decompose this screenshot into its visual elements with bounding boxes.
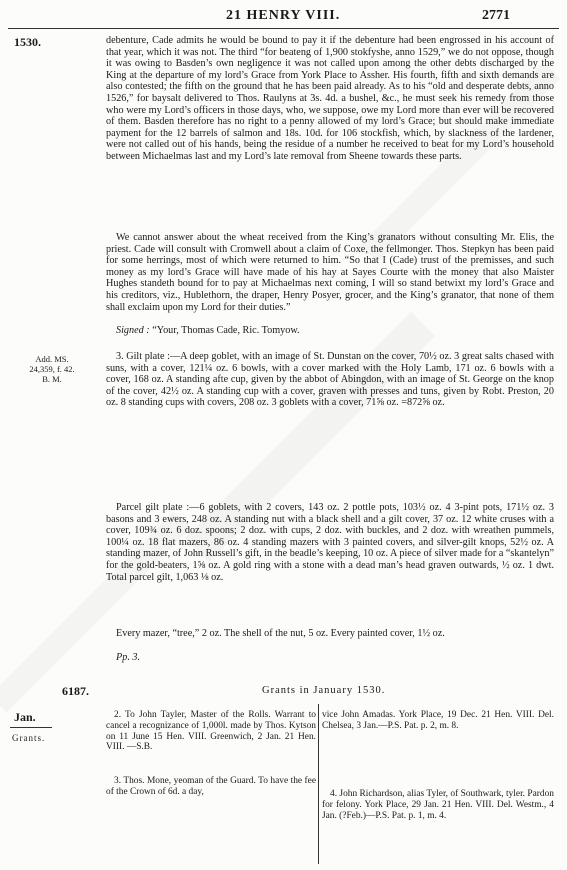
grant-entry-3: 3. Thos. Mone, yeoman of the Guard. To have the fee of the Crown of 6d. a day, xyxy=(106,776,316,797)
page-count: Pp. 3. xyxy=(116,652,141,663)
source-reference xyxy=(28,354,76,384)
margin-month: Jan. xyxy=(14,710,36,724)
paragraph-debenture: debenture, Cade admits he would be bound to pay it if the debenture had been engrossed in his account of that year, which it was not. The third “for beateng of 1,900 stokfyshe, anno 1529,” we do not oppose, though it was owing to Basden’s own negligence it was not called upon among the other debts discharged by the King at the departure of my lord’s Grace from York Place to Assher. His fourth, fifth and sixth demands are also contested; the fifth on the ground that he has been paid already. As to his “old and desperate debts, anno 1526,” for baysalt delivered to Thos. Raulyns at 3s. 4d. a bushel, &c., he must seek his remedy from those who were my Lord’s officers in those days, who, we suppose, owe my Lord more than ever will be recovered of them. Basden therefore has no right to a penny allowed of my lord’s Grace; but should make immediate payment for the 12 barrels of salmon and 18s. 10d. for 106 stockfish, which, by slackness of the lardener, were not called out of his hands, being the residue of a number he received to beat for my Lord’s household between Michaelmas last and my Lord’s late removal from Sheene towards these parts. xyxy=(106,35,554,162)
running-header-title: 21 HENRY VIII. xyxy=(226,8,341,23)
signed-label: Signed : xyxy=(116,325,150,336)
signature-line xyxy=(116,325,300,336)
margin-category: Grants. xyxy=(12,733,46,743)
source-line: Add. MS. xyxy=(35,354,69,364)
grant-entry-4: 4. John Richardson, alias Tyler, of Southwark, tyler. Pardon for felony. York Place, 29 Jan. 21 Hen. VIII. Del. Westm., 4 Jan. (?Feb.)—P.S. Pat. p. 1, m. 4. xyxy=(322,789,554,821)
margin-year: 1530. xyxy=(14,35,41,49)
paragraph-gilt-plate: 3. Gilt plate :—A deep goblet, with an image of St. Dunstan on the cover, 70½ oz. 3 great salts chased with suns, with a cover, 121¼ oz. 6 bowls, with a cover marked with the Holy Lamb, 171 oz. 6 bowls with a cover, 168 oz. A standing afte cup, given by the abbot of Abingdon, with an image of St. George on the knop of the cover, 42½ oz. A standing cup with a cover, graven with presses and tuns, given by Robt. Preston, 20 oz. 8 standing cups with covers, 208 oz. 3 goblets with a cover, 71⅝ oz. =872⅝ oz. xyxy=(106,351,554,409)
paragraph-wheat: We cannot answer about the wheat received from the King’s granators without consulting Mr. Elis, the priest. Cade will consult with Cromwell about a claim of Coxe, the fellmonger. Thos. Stepkyn has been paid for some herrings, most of which were returned to him. “So that I (Cade) trust of the premisses, and such money as my lord’s Grace will have made of his hay at Sayes Courte with the money that also Maister Hughes standeth bound for to pay at Michaelmas next coming, I will so stand betwixt my lord’s Grace and his creditors, viz., Hublethorn, the draper, Henry Posyer, grocer, and the King’s granator, that none of them shall exclaim upon my Lord for their duties.” xyxy=(106,232,554,313)
column-divider xyxy=(318,704,319,864)
section-number: 6187. xyxy=(62,684,89,698)
paragraph-parcel-gilt: Parcel gilt plate :—6 goblets, with 2 covers, 143 oz. 2 pottle pots, 103½ oz. 4 3-pint pots, 171½ oz. 3 basons and 3 ewers, 248 oz. A standing nut with a black shell and a gilt cover, 37 oz. 12 white cruses with a cover, 109¾ oz. 6 doz. spoons; 2 doz. with cups, 2 doz. with buckles, and 2 doz. with wreathen pummels, 100¼ oz. 18 flat mazers, 86 oz. 4 standing mazers with 3 painted covers, and silver-gilt knops, 52½ oz. A standing mazer, of John Russell’s gift, in the beadle’s keeping, 10 oz. A piece of silver made for a “skantelyn” for the gold-beaters, 1⅝ oz. A gold ring with a stone with a dead man’s head graven outwards, ½ oz. 1 dwt. Total parcel gilt, 1,063 ⅛ oz. xyxy=(106,502,554,583)
grant-entry-3-continued: vice John Amadas. York Place, 19 Dec. 21 Hen. VIII. Del. Chelsea, 3 Jan.—P.S. Pat. p. 2, m. 8. xyxy=(322,710,554,731)
page-number: 2771 xyxy=(482,8,510,23)
header-rule xyxy=(8,28,559,29)
paragraph-mazer: Every mazer, “tree,” 2 oz. The shell of the nut, 5 oz. Every painted cover, 1½ oz. xyxy=(116,628,445,639)
grant-entry-2: 2. To John Tayler, Master of the Rolls. Warrant to cancel a recognizance of 1,000l. made by Thos. Kytson on 11 June 15 Hen. VIII. Greenwich, 2 Jan. 21 Hen. VIII. —S.B. xyxy=(106,710,316,753)
section-title: Grants in January 1530. xyxy=(262,685,386,696)
source-line: B. M. xyxy=(42,374,62,384)
source-line: 24,359, f. 42. xyxy=(29,364,75,374)
margin-rule xyxy=(10,727,52,728)
signed-text: “Your, Thomas Cade, Ric. Tomyow. xyxy=(149,325,300,336)
